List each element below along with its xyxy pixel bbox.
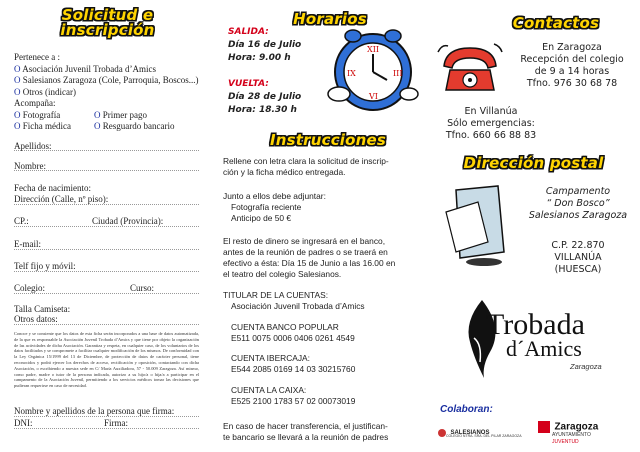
firma-name-label[interactable]: Nombre y apellidos de la persona que firma:	[14, 406, 175, 416]
account-popular-number: E511 0075 0006 0406 0261 4549	[231, 333, 355, 343]
villanua-phone[interactable]: Tfno. 660 66 88 83	[445, 130, 537, 141]
salida-day: Día 16 de Julio	[228, 40, 302, 50]
zaragoza-sub: AYUNTAMIENTO	[552, 432, 591, 438]
instr-p1-line1: Rellene con letra clara la solicitud de inscrip-	[223, 156, 389, 166]
dni-label[interactable]: DNI:	[14, 418, 33, 428]
logo-main: Trobada	[486, 308, 585, 341]
salesianos-logo: SALESIANOS	[438, 424, 489, 442]
zaragoza-crest-icon	[538, 421, 550, 433]
instr-p1-line2: ción y la ficha médico entregada.	[223, 167, 346, 177]
zgz-line3: de 9 a 14 horas	[534, 66, 610, 77]
zaragoza-sub2: JUVENTUD	[552, 439, 579, 445]
cp-line3: (HUESCA)	[554, 264, 602, 275]
villanua-line2: Sólo emergencias:	[447, 118, 535, 129]
field-talla[interactable]: Talla Camiseta:	[14, 304, 71, 314]
vuelta-label: VUELTA:	[228, 79, 269, 89]
option-salesianos[interactable]: O Salesianos Zaragoza (Cole, Parroquia, Boscos...)	[14, 75, 199, 85]
account-popular-label: CUENTA BANCO POPULAR	[231, 322, 339, 332]
logo-city: Zaragoza	[570, 362, 602, 371]
titular-value: Asociación Juvenil Trobada d’Amics	[231, 301, 365, 311]
colaboran-label: Colaboran:	[440, 404, 493, 415]
zgz-line2: Recepción del colegio	[520, 54, 624, 65]
horarios-title: Horarios	[293, 10, 367, 28]
option-fotografia[interactable]: O Fotografía	[14, 109, 61, 120]
salesianos-sub: COLEGIO NTRA. SRA. DEL PILAR ZARAGOZA	[446, 434, 522, 438]
instr-p4-line2: te bancario se llevará a la reunión de padres	[223, 432, 389, 442]
letter-icon	[438, 182, 510, 268]
salida-hour: Hora: 9.00 h	[228, 53, 291, 63]
option-primer-pago[interactable]: O Primer pago	[94, 109, 147, 120]
instr-item-foto: Fotografía reciente	[231, 202, 302, 212]
field-otros-datos[interactable]: Otros datos:	[14, 314, 58, 324]
option-otros[interactable]: O Otros (indicar)	[14, 86, 76, 97]
firma-label[interactable]: Firma:	[104, 418, 128, 428]
option-resguardo[interactable]: O Resguardo bancario	[94, 121, 175, 131]
dir-line1: Campamento	[545, 186, 611, 197]
field-ciudad[interactable]: Ciudad (Provincia):	[92, 216, 164, 226]
zgz-phone[interactable]: Tfno. 976 30 68 78	[526, 78, 618, 89]
svg-text:VI: VI	[369, 92, 378, 101]
field-curso[interactable]: Curso:	[130, 283, 155, 293]
instr-p2-intro: Junto a ellos debe adjuntar:	[223, 191, 326, 201]
option-ficha-medica[interactable]: O Ficha médica	[14, 121, 71, 131]
field-telefono[interactable]: Telf fijo y móvil:	[14, 261, 76, 271]
salesianos-icon	[438, 429, 446, 437]
titular-label: TITULAR DE LA CUENTAS:	[223, 290, 329, 300]
instrucciones-title: Instrucciones	[269, 131, 387, 149]
field-direccion[interactable]: Dirección (Calle, nº piso):	[14, 194, 109, 204]
villanua-title: En Villanúa	[464, 106, 518, 117]
dir-line2: “ Don Bosco”	[546, 198, 610, 209]
salida-label: SALIDA:	[228, 27, 269, 37]
field-nombre[interactable]: Nombre:	[14, 161, 46, 171]
svg-text:IX: IX	[347, 69, 356, 78]
account-ibercaja-number: E544 2085 0169 14 03 30215760	[231, 364, 356, 374]
clock-icon	[323, 24, 419, 116]
account-caixa-label: CUENTA LA CAIXA:	[231, 385, 307, 395]
account-caixa-number: E525 2100 1783 57 02 00073019	[231, 396, 356, 406]
instr-p3-line1: El resto de dinero se ingresará en el banco,	[223, 236, 386, 246]
contactos-title: Contactos	[512, 14, 600, 32]
telephone-icon	[436, 38, 504, 96]
registration-title: Solicitud e inscripción	[60, 6, 155, 39]
field-email[interactable]: E-mail:	[14, 239, 41, 249]
instr-p3-line3: efectivo a ésta: Día 15 de Junio a las 16.00 en	[223, 258, 396, 268]
field-apellidos[interactable]: Apellidos:	[14, 141, 52, 151]
direccion-title: Dirección postal	[463, 154, 604, 172]
option-trobada[interactable]: O Asociación Juvenil Trobada d’Amics	[14, 63, 156, 74]
legal-text: Conoce y se consiente que los datos de esta ficha serán incorporados a una base de datos automatizada, de la que es responsable la Asociación Juvenil Trobada d’Amics y que tiene por objeto la organización de las actividades de dicha Asociación. Garantiza y respeta, en cualquier caso, de los voluntarios de los datos facilitados y se compromete a facilitar cualquier modificación de los mismos. De conformidad con la Ley Orgánica 15/1999 del 13 de Diciembre, de protección de datos de carácter personal, tiene reconocidos y podrá ejercer los derechos de acceso, rectificación y oposición, contactando con dicha Asociación, o escribiendo a nuestra sede en C/ María Auxiliadora, 57 - 50.009 Zaragoza. Así mismo, como padre, madre o tutor de la persona indicada, autorizo a su hijo/a o hija/a a participar en el campamento de la Asociación Juvenil, permitiendo a los servicios médicos tomar las decisiones que pudieran requerirse en caso de necesidad.	[14, 331, 199, 389]
zgz-title: En Zaragoza	[542, 42, 602, 53]
vuelta-hour: Hora: 18.30 h	[228, 105, 297, 115]
registration-panel	[0, 0, 213, 452]
svg-text:XII: XII	[367, 45, 380, 54]
dir-line3: Salesianos Zaragoza	[528, 210, 628, 221]
instr-p3-line4: el teatro del colegio Salesianos.	[223, 269, 342, 279]
cp-line2: VILLANÚA	[554, 252, 602, 263]
pertenece-label: Pertenece a :	[14, 52, 60, 62]
instr-p4-line1: En caso de hacer transferencia, el justifican-	[223, 421, 388, 431]
cp-line1: C.P. 22.870	[551, 240, 605, 251]
zaragoza-logo: Zaragoza	[538, 418, 598, 436]
instr-item-anticipo: Anticipo de 50 €	[231, 213, 292, 223]
svg-text:III: III	[393, 69, 403, 78]
vuelta-day: Día 28 de Julio	[228, 92, 302, 102]
info-panel	[213, 0, 426, 452]
account-ibercaja-label: CUENTA IBERCAJA:	[231, 353, 310, 363]
acompana-label: Acompaña:	[14, 98, 56, 108]
logo-sub: d´Amics	[506, 336, 582, 361]
field-fecha-nacimiento[interactable]: Fecha de nacimiento:	[14, 183, 91, 193]
field-cp[interactable]: CP.:	[14, 216, 29, 226]
instr-p3-line2: antes de la reunión de padres o se traerá en	[223, 247, 388, 257]
field-colegio[interactable]: Colegio:	[14, 283, 45, 293]
contact-panel	[426, 0, 640, 452]
